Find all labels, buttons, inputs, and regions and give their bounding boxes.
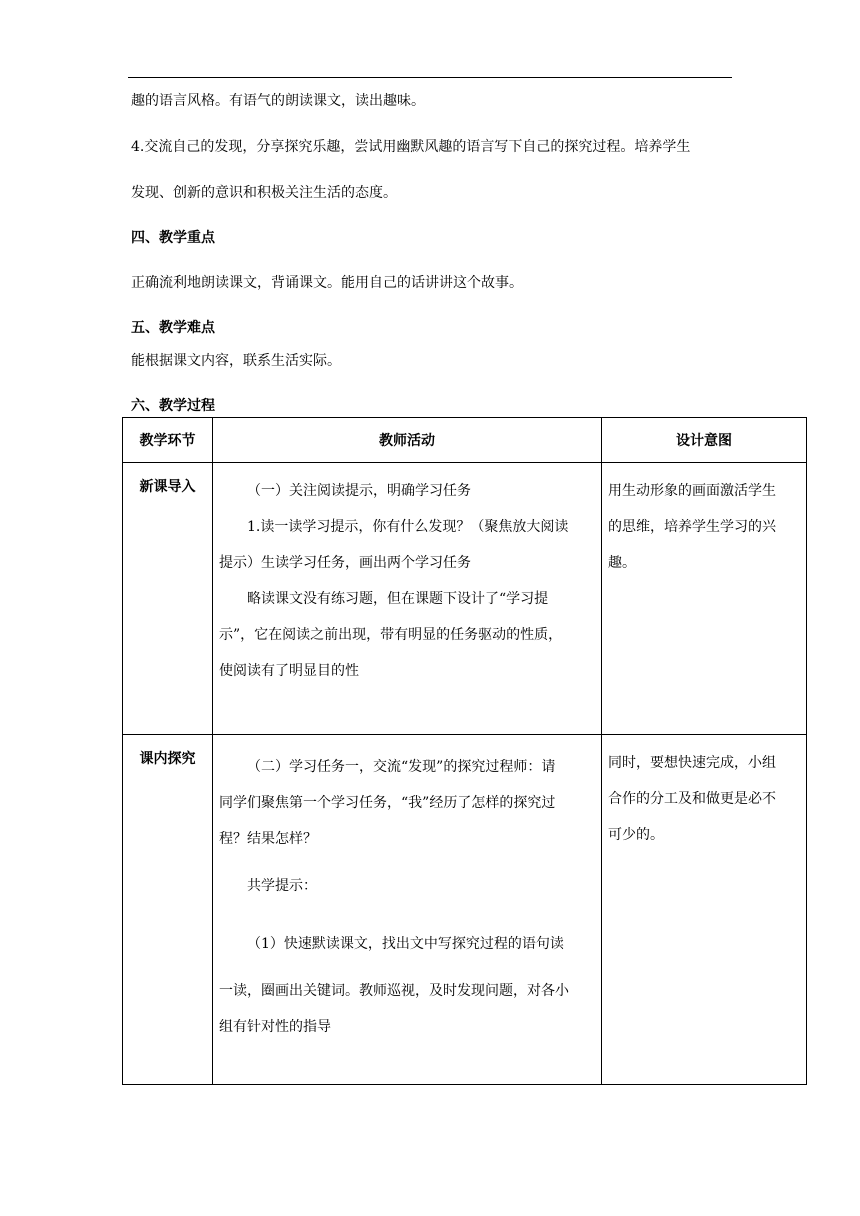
activity-line: 同学们聚焦第一个学习任务，“我”经历了怎样的探究过 xyxy=(219,795,556,811)
header-design-intent: 设计意图 xyxy=(602,418,807,463)
activity-line: 1.读一读学习提示，你有什么发现？（聚焦放大阅读 xyxy=(247,519,569,535)
teaching-process-table xyxy=(122,417,807,1085)
intent-line: 合作的分工及和做更是必不 xyxy=(608,791,776,807)
key-points-text: 正确流利地朗读课文，背诵课文。能用自己的话讲讲这个故事。 xyxy=(131,275,523,291)
activity-line: 程？结果怎样？ xyxy=(219,831,317,847)
activity-line: 组有针对性的指导 xyxy=(219,1019,331,1035)
intent-line: 同时，要想快速完成，小组 xyxy=(608,755,776,771)
header-rule xyxy=(128,77,732,78)
activity-line: 一读，圈画出关键词。教师巡视，及时发现问题，对各小 xyxy=(219,983,569,999)
objective-item-4: 4.交流自己的发现，分享探究乐趣，尝试用幽默风趣的语言写下自己的探究过程。培养学生 xyxy=(131,139,691,155)
section-heading-key-points: 四、教学重点 xyxy=(131,230,215,246)
table-row xyxy=(123,463,807,735)
design-intent-cell xyxy=(602,463,807,735)
table-row xyxy=(123,735,807,1085)
design-intent-cell xyxy=(602,735,807,1085)
intent-line: 趣。 xyxy=(608,555,636,571)
activity-line: （一）关注阅读提示，明确学习任务 xyxy=(247,483,471,499)
activity-line: 提示）生读学习任务，画出两个学习任务 xyxy=(219,555,471,571)
teacher-activity-cell xyxy=(213,735,602,1085)
difficulties-text: 能根据课文内容，联系生活实际。 xyxy=(131,353,341,369)
activity-line: （1）快速默读课文，找出文中写探究过程的语句读 xyxy=(247,936,564,952)
activity-line: 示”，它在阅读之前出现，带有明显的任务驱动的性质， xyxy=(219,627,563,643)
activity-line: 使阅读有了明显目的性 xyxy=(219,663,359,679)
teacher-activity-cell xyxy=(213,463,602,735)
objective-item-4-cont: 发现、创新的意识和积极关注生活的态度。 xyxy=(131,185,397,201)
header-stage: 教学环节 xyxy=(123,418,213,463)
header-teacher-activity: 教师活动 xyxy=(213,418,602,463)
intent-line: 可少的。 xyxy=(608,827,664,843)
activity-line: 略读课文没有练习题，但在课题下设计了“学习提 xyxy=(247,591,549,607)
stage-cell: 课内探究 xyxy=(123,735,213,1085)
intro-line: 趣的语言风格。有语气的朗读课文，读出趣味。 xyxy=(131,93,425,109)
intent-line: 的思维，培养学生学习的兴 xyxy=(608,519,776,535)
stage-cell: 新课导入 xyxy=(123,463,213,735)
activity-line: （二）学习任务一，交流“发现”的探究过程师：请 xyxy=(247,759,556,775)
table-header-row xyxy=(123,418,807,463)
section-heading-process: 六、教学过程 xyxy=(131,398,215,414)
section-heading-difficulties: 五、教学难点 xyxy=(131,320,215,336)
activity-line: 共学提示： xyxy=(247,878,317,894)
intent-line: 用生动形象的画面激活学生 xyxy=(608,483,776,499)
